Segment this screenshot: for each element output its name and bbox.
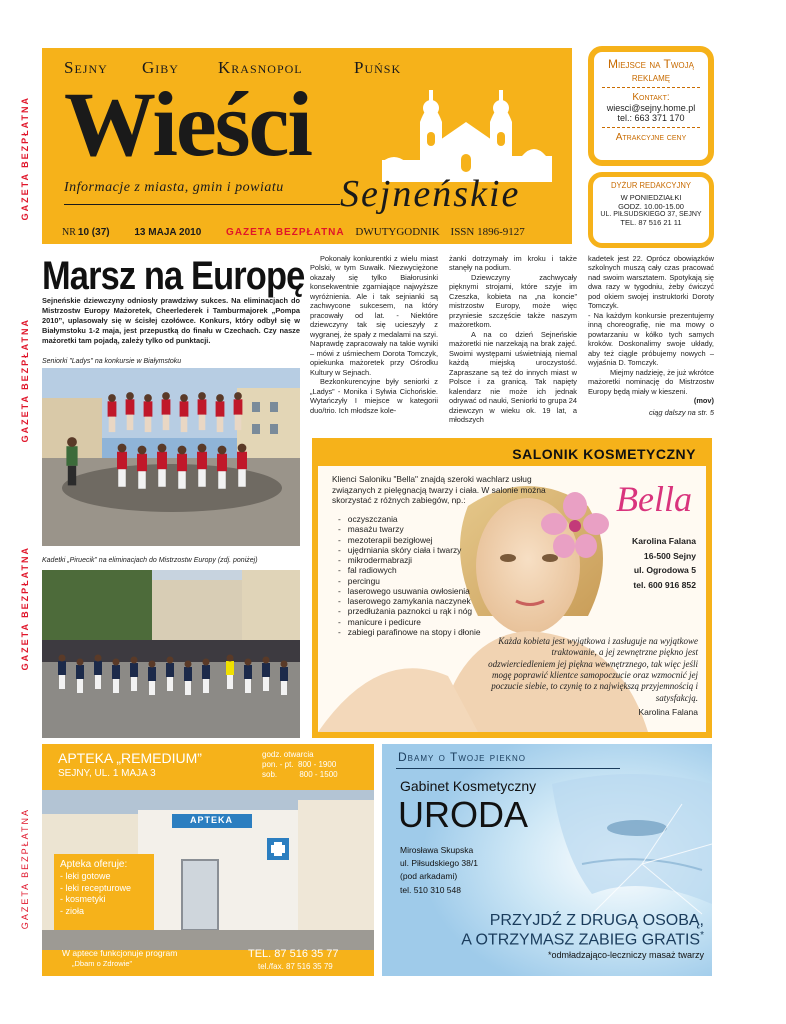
church-logo <box>382 82 552 182</box>
salon-quote <box>488 636 698 718</box>
apteka-hours <box>262 750 338 780</box>
salon-services-list <box>338 514 480 637</box>
salon-quote-signature: Karolina Falana <box>638 706 698 717</box>
article-signature: (mov) <box>693 396 714 406</box>
town-giby: Giby <box>142 58 179 77</box>
service-item: - laserowego usuwania owłosienia <box>338 586 480 596</box>
uroda-tagline: Dbamy o Twoje piekno <box>398 750 527 764</box>
salon-brand: Bella <box>616 479 692 519</box>
uroda-contact <box>400 844 478 897</box>
dancer-figure <box>244 659 252 694</box>
issue-free-label: GAZETA BEZPŁATNA <box>226 227 345 238</box>
issue-row <box>62 226 572 238</box>
dancer-figure <box>94 655 102 690</box>
uroda-promo-line2 <box>461 930 704 949</box>
uroda-promo-line2-text: A OTRZYMASZ ZABIEG GRATIS <box>461 930 701 948</box>
dancer-figure <box>117 444 127 487</box>
apteka-hours-sat: sob. 800 - 1500 <box>262 770 338 779</box>
ad-box-contact-label: Kontakt: <box>632 92 670 104</box>
salon-city: 16-500 Sejny <box>643 550 696 561</box>
apteka-offer-title: Apteka oferuje: <box>60 859 128 870</box>
apteka-offer-item: - kosmetyki <box>60 894 106 905</box>
apteka-address: SEJNY, UL. 1 MAJA 3 <box>58 768 156 779</box>
apteka-hours-label: godz. otwarcia <box>262 750 314 759</box>
apteka-offer <box>54 854 154 930</box>
service-item: - fal radiowych <box>338 565 480 575</box>
dancer-figure <box>216 394 225 432</box>
apteka-sign: APTEKA <box>190 815 234 825</box>
dancer-figure <box>202 659 210 694</box>
issue-frequency: DWUTYGODNIK <box>355 226 440 238</box>
article-col3-p2: - Na każdym konkursie prezentujemy inną choreografię, nie ma mowy o powtarzaniu w kółko tych samych kroków. Doskonalimy swoje układy, aby też ciągle próbujemy nowych – wyjaśnia D. Tomczyk. <box>588 310 714 368</box>
dancer-figure <box>108 394 117 432</box>
dancer-figure <box>234 392 243 430</box>
apteka-name: APTEKA „REMEDIUM” <box>58 750 202 766</box>
article-continued[interactable]: ciąg dalszy na str. 5 <box>648 407 714 417</box>
dancer-figure <box>226 655 234 690</box>
article-col2-p1: żanki dotrzymały im kroku i także stanęły na podium. <box>449 254 577 273</box>
article-col3-p1: kadetek jest 22. Oprócz obowiązków szkolnych muszą cały czas pracować nad swoim warsztatem. Spotykają się dwa razy w tygodniu, żeby ćwiczyć pod okiem swojej instruktorki Doroty Tomczyk. <box>588 254 714 311</box>
salon-bella-ad <box>312 438 712 738</box>
apteka-offer-text: zioła <box>65 906 85 917</box>
uroda-ad <box>382 744 712 976</box>
uroda-promo-star: * <box>700 929 704 941</box>
uroda-street: ul. Piłsudskiego 38/1 <box>400 858 478 869</box>
duty-box-hours: GODZ. 10.00-15.00 <box>618 202 684 211</box>
service-item: - ujędrniania skóry ciała i twarzy <box>338 545 480 555</box>
town-sejny: Sejny <box>64 58 108 77</box>
salon-title: SALONIK KOSMETYCZNY <box>512 446 696 462</box>
apteka-offer-text: leki recepturowe <box>65 882 132 893</box>
side-label-2: GAZETA BEZPŁATNA <box>20 318 30 443</box>
service-item: - zabiegi parafinowe na stopy i dłonie <box>338 627 480 637</box>
side-label-3: GAZETA BEZPŁATNA <box>20 546 30 671</box>
apteka-offer-item: - leki recepturowe <box>60 882 132 893</box>
apteka-offer-text: leki gotowe <box>65 871 111 881</box>
dancer-figure <box>184 661 192 696</box>
issue-date: 13 MAJA 2010 <box>134 227 202 238</box>
service-item: - przedłużania paznokci u rąk i nóg <box>338 606 480 616</box>
uroda-tagline-rule <box>396 768 620 769</box>
uroda-promo <box>461 912 704 960</box>
uroda-phone: tel. 510 310 548 <box>400 884 461 895</box>
dancer-figure <box>177 446 187 489</box>
dancer-figure <box>197 444 207 487</box>
dancer-figure <box>126 392 135 430</box>
article-column-3 <box>588 254 714 417</box>
dancer-figure <box>180 394 189 432</box>
uroda-owner: Mirosława Skupska <box>400 845 474 855</box>
article-col3-p3: Miejmy nadzieję, że już wkrótce mażoretki nominację do Mistrzostw Europy będą miały w kieszeni. <box>588 367 714 396</box>
uroda-note: (pod arkadami) <box>400 871 458 882</box>
dancer-figure <box>112 659 120 694</box>
dancer-figure <box>162 392 171 430</box>
dancer-figure <box>144 394 153 432</box>
uroda-name: URODA <box>398 794 529 835</box>
dancer-figure <box>58 655 66 690</box>
apteka-offer-text: kosmetyki <box>65 894 106 905</box>
service-item: - masażu twarzy <box>338 524 480 534</box>
uroda-subtitle: Gabinet Kosmetyczny <box>400 778 537 794</box>
ad-box-email[interactable]: wiesci@sejny.home.pl <box>606 103 696 114</box>
town-punsk: Puńsk <box>354 58 402 77</box>
dancer-figure <box>130 657 138 692</box>
apteka-program <box>62 948 177 969</box>
article-lead: Sejneńskie dziewczyny odniosły prawdziwy sukces. Na eliminacjach do Mistrzostw Europy Mażoretek, Cheerlederek i Tamburmajorek „Pompa 2010”, uplasowały się w ścisłej czołówce. Konkurs, który odbył się w Białymstoku 1-2 maja, jest przepustką do finału w Czechach. Czy nasze mażoretki tam pojadą, zależy tylko od punktacji. <box>42 296 300 345</box>
dancer-figure <box>237 444 247 487</box>
service-item: - percingu <box>338 576 480 586</box>
dancer-figure <box>198 392 207 430</box>
salon-quote-text: Każda kobieta jest wyjątkowa i zasługuje na wyjątkowe traktowanie, a jej zewnętrzne piękno jest odzwierciedleniem jej piękna wewnętrznego, tak więc jeśli mogę poprawić klientce samopoczucie oraz wzmocnić jej poczucie siebie, to czynię to z największą przyjemnością i satysfakcją. <box>488 636 698 703</box>
dancer-figure <box>148 661 156 696</box>
article-col2-p3: A na co dzień Sejneńskie mażoretki nie narzekają na brak zajęć. Swoimi występami uświetniają niemal każdą miejską uroczystość. Zapraszane są też do innych miast w Polsce i za granicą. Tak napięty kalendarz nie może ich jednak odrywać od nauki, Seniorki to grupa 24 dziewczyn w wieku ok. 19 lat, a młodszych <box>449 329 577 424</box>
side-label-1: GAZETA BEZPŁATNA <box>20 96 30 221</box>
masthead-title: Wieści <box>64 73 311 175</box>
ad-box-divider-2 <box>602 127 700 128</box>
salon-street: ul. Ogrodowa 5 <box>633 565 696 576</box>
town-krasnopol: Krasnopol <box>218 58 303 77</box>
ad-box-phone: tel.: 663 371 170 <box>617 113 685 124</box>
duty-box <box>588 172 714 248</box>
uroda-promo-line1: PRZYJDŹ Z DRUGĄ OSOBĄ, <box>489 912 704 929</box>
salon-phone: tel. 600 916 852 <box>633 579 696 590</box>
side-label-4: GAZETA BEZPŁATNA <box>20 808 30 930</box>
issue-number: 10 (37) <box>77 227 110 238</box>
dancer-figure <box>157 444 167 487</box>
dancer-figure <box>166 657 174 692</box>
photo-caption-1: Seniorki "Ladys" na konkursie w Białymstoku <box>42 358 182 365</box>
dancer-figure <box>217 446 227 489</box>
dancer-figure <box>280 661 288 696</box>
apteka-offer-item: - leki gotowe <box>60 871 111 881</box>
article-col1-p2: Bezkonkurencyjne były seniorki z „Ladys” - Monika i Sylwia Cichońskie. Wytańczyły I miejsce w kategorii duo/trio. Ich młodsze kole- <box>310 377 438 415</box>
subtitle-rule <box>64 204 340 205</box>
salon-owner: Karolina Falana <box>632 536 696 546</box>
photo-caption-2: Kadetki „Piruecik” na eliminacjach do Mistrzostw Europy (zdj. poniżej) <box>42 557 258 564</box>
dancer-figure <box>262 657 270 692</box>
service-item: - mezoterapii bezigłowej <box>338 535 480 545</box>
issue-prefix: NR <box>62 227 76 238</box>
duty-box-phone: TEL. 87 516 21 11 <box>620 218 682 227</box>
dancer-figure <box>66 437 77 485</box>
issue-issn: ISSN 1896-9127 <box>450 226 525 238</box>
ad-box <box>588 46 714 166</box>
article-col2-p2: Dziewczyny zachwycały pięknymi strojami, które szyje im Czeszka, kobieta na „na koncie” mistrzostw Europy, może więc przyniesie szczęście także naszym mażoretkom. <box>449 272 577 330</box>
service-item: - manicure i pedicure <box>338 617 480 627</box>
salon-address <box>632 534 696 592</box>
photo-majorettes-cadets <box>42 570 300 738</box>
duty-box-title: DYŻUR REDAKCYJNY <box>611 180 691 190</box>
apteka-ad <box>42 744 374 976</box>
dancer-figure <box>137 446 147 489</box>
article-headline: Marsz na Europę <box>42 254 305 298</box>
article-column-1 <box>310 254 438 415</box>
apteka-program-name: „Dbam o Zdrowie” <box>72 959 133 969</box>
service-item: - mikrodermabrazji <box>338 555 480 565</box>
service-item: - laserowego zamykania naczynek <box>338 596 480 606</box>
apteka-fax: tel./fax. 87 516 35 79 <box>258 962 333 971</box>
apteka-phone: TEL. 87 516 35 77 <box>248 948 339 960</box>
duty-box-day: W PONIEDZIAŁKI <box>620 193 682 202</box>
duty-box-address: UL. PIŁSUDSKIEGO 37, SEJNY <box>600 211 702 218</box>
article-col1-p1: Pokonały konkurentki z wielu miast Polski, w tym Suwałk. Niezwyciężone okazały się tylko Białorusinki konsekwentnie zgarniające najwyższe wyróżnienia. Ale i tak sejnianki są zachwycone sukcesem, na który pracowały od lat. - Niektóre dziewczyny tak się ucieszyły z wygranej, że spały z medalami na szyi. Naprawdę zapracowały na takie wyniki – mówi z uśmiechem Dorota Tomczyk, opiekunka mażoretek przy Ośrodku Kultury w Sejnach. <box>310 254 438 377</box>
ad-box-footer: Atrakcyjne ceny <box>615 132 687 144</box>
uroda-footnote: *odmładzająco-leczniczy masaż twarzy <box>547 949 704 960</box>
photo-majorettes-seniors <box>42 368 300 546</box>
dancer-figure <box>76 659 84 694</box>
apteka-program-label: W aptece funkcjonuje program <box>62 948 178 958</box>
article-column-2 <box>449 254 577 424</box>
masthead <box>42 48 572 244</box>
salon-intro: Klienci Saloniku "Bella" znajdą szeroki wachlarz usług związanych z pielęgnacją twarzy i ciała. W salonie można skorzystać z różnych zabiegów, np.: <box>332 474 546 505</box>
apteka-hours-weekday: pon. - pt. 800 - 1900 <box>262 760 337 769</box>
ad-box-divider <box>602 87 700 88</box>
masthead-subtitle: Informacje z miasta, gmin i powiatu <box>64 180 284 195</box>
masthead-title-script: Sejneńskie <box>340 173 521 215</box>
ad-box-title: Miejsce na Twoją reklamę <box>607 57 694 84</box>
apteka-offer-item: - zioła <box>60 906 85 917</box>
service-item: - oczyszczania <box>338 514 480 524</box>
